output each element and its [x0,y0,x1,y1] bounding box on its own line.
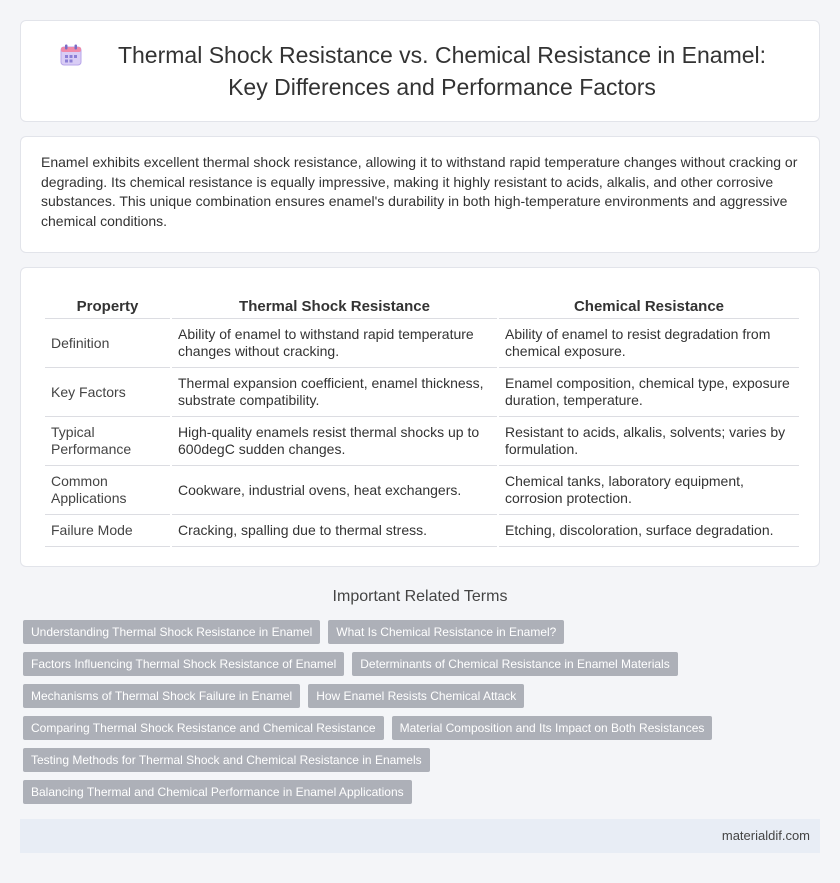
row-label: Definition [45,319,170,368]
comparison-table-card [20,267,820,567]
table-row [45,319,799,368]
thermal-cell: Thermal expansion coefficient, enamel thickness, substrate compatibility. [172,368,497,417]
chemical-cell: Chemical tanks, laboratory equipment, corrosion protection. [499,466,799,515]
related-term-tag[interactable]: Understanding Thermal Shock Resistance in Enamel [23,620,320,644]
related-terms-list [23,620,803,812]
calendar-icon [58,42,84,68]
header-thermal: Thermal Shock Resistance [172,294,497,319]
table-row [45,368,799,417]
row-label: Key Factors [45,368,170,417]
footer [20,819,820,853]
related-term-tag[interactable]: Balancing Thermal and Chemical Performance in Enamel Applications [23,780,412,804]
related-term-tag[interactable]: Mechanisms of Thermal Shock Failure in Enamel [23,684,300,708]
thermal-cell: High-quality enamels resist thermal shocks up to 600degC sudden changes. [172,417,497,466]
chemical-cell: Enamel composition, chemical type, exposure duration, temperature. [499,368,799,417]
intro-card [20,136,820,253]
table-row [45,466,799,515]
header-property: Property [45,294,170,319]
intro-text: Enamel exhibits excellent thermal shock resistance, allowing it to withstand rapid temperature changes without cracking or degrading. Its chemical resistance is equally impressive, making it highly resistant to acids, alkalis, and other corrosive substances. This unique combination ensures enamel's durability in both high-temperature environments and aggressive chemical conditions. [41,154,798,229]
chemical-cell: Ability of enamel to resist degradation from chemical exposure. [499,319,799,368]
related-term-tag[interactable]: Comparing Thermal Shock Resistance and Chemical Resistance [23,716,384,740]
related-term-tag[interactable]: What Is Chemical Resistance in Enamel? [328,620,564,644]
related-terms-title: Important Related Terms [332,588,508,605]
table-row [45,417,799,466]
related-term-tag[interactable]: Determinants of Chemical Resistance in Enamel Materials [352,652,677,676]
related-term-tag[interactable]: How Enamel Resists Chemical Attack [308,684,524,708]
row-label: Typical Performance [45,417,170,466]
related-term-tag[interactable]: Material Composition and Its Impact on Both Resistances [392,716,713,740]
header-chemical: Chemical Resistance [499,294,799,319]
row-label: Common Applications [45,466,170,515]
comparison-table [43,294,801,547]
related-term-tag[interactable]: Factors Influencing Thermal Shock Resistance of Enamel [23,652,344,676]
thermal-cell: Cookware, industrial ovens, heat exchangers. [172,466,497,515]
thermal-cell: Ability of enamel to withstand rapid temperature changes without cracking. [172,319,497,368]
thermal-cell: Cracking, spalling due to thermal stress. [172,515,497,547]
chemical-cell: Resistant to acids, alkalis, solvents; varies by formulation. [499,417,799,466]
page-title: Thermal Shock Resistance vs. Chemical Resistance in Enamel: Key Differences and Performance Factors [117,42,767,100]
related-term-tag[interactable]: Testing Methods for Thermal Shock and Chemical Resistance in Enamels [23,748,430,772]
header-card [20,20,820,122]
table-row [45,515,799,547]
table-header-row [45,294,799,319]
row-label: Failure Mode [45,515,170,547]
chemical-cell: Etching, discoloration, surface degradation. [499,515,799,547]
footer-site[interactable]: materialdif.com [721,828,810,843]
